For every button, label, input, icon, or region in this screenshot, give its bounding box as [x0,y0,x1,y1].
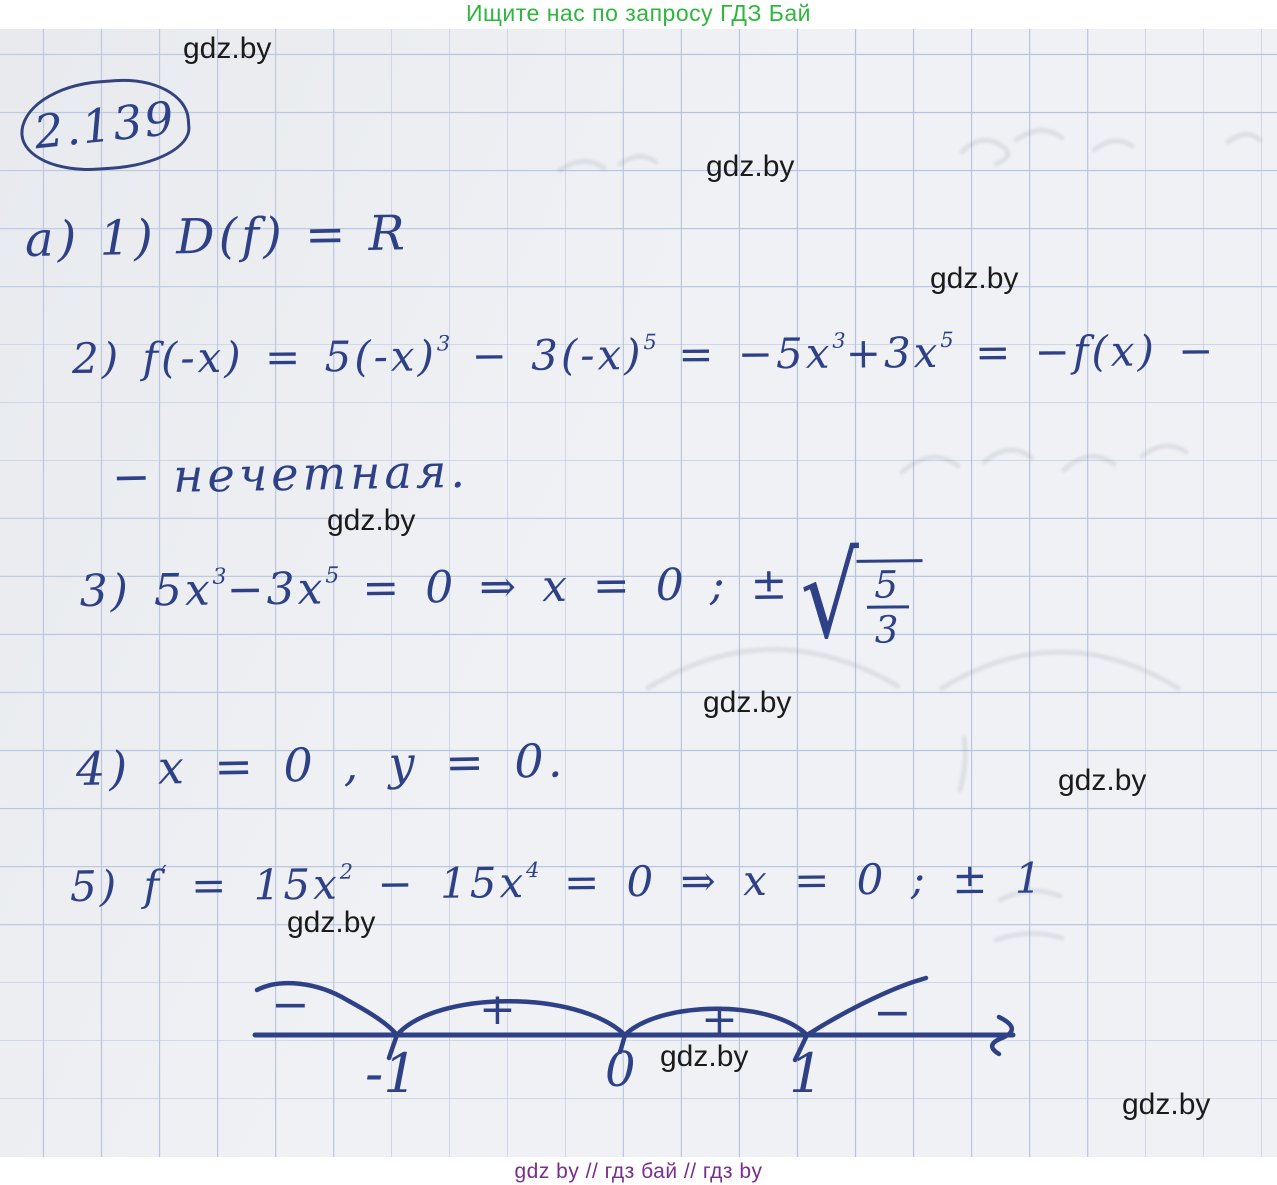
gdz-watermark: gdz.by [327,504,416,537]
problem-number: 2.139 [31,90,179,160]
point-label-0: 0 [605,1042,636,1098]
footer-text: gdz by // гдз бай // гдз by [514,1160,763,1183]
point-label-1: 1 [789,1042,824,1105]
gdz-watermark: gdz.by [183,32,272,65]
gdz-watermark: gdz.by [660,1040,749,1073]
gdz-watermark: gdz.by [930,262,1019,295]
gdz-watermark: gdz.by [703,686,792,719]
sign-interval-3: + [701,994,738,1045]
gdz-watermark: gdz.by [706,150,795,183]
point-label-minus1: -1 [365,1042,418,1105]
sqrt-radical: √ 5 3 [800,559,924,651]
sign-interval-2: + [479,984,516,1035]
solution-line-intercepts: 4) x = 0 , y = 0. [75,733,567,796]
sign-interval-1: − [271,977,310,1031]
solution-line-domain: а) 1) D(f) = R [24,205,410,268]
page-footer [0,1157,1277,1185]
header-text: Ищите нас по запросу ГДЗ Бай [465,0,812,26]
page-header [0,0,1277,29]
solution-line-derivative: 5) $f' = 15x^2 - 15x^4 = 0$ ⇒ x = 0 ; ± 1 [69,853,1045,911]
solution-line-parity-check: 2) $f(-x) = 5(-x)^3 - 3(-x)^5 = -5x^3+3x^5 = -f(x)$ − [71,326,1217,383]
gdz-watermark: gdz.by [287,906,376,939]
sign-interval-4: − [873,985,912,1039]
solution-line-zeros: 3) $5x^3-3x^5 = 0$ ⇒ x = 0 ; ± √ 5 3 [80,557,924,658]
solution-line-odd-conclusion: − нечетная. [111,443,470,504]
gdz-watermark: gdz.by [1058,764,1147,797]
gdz-watermark: gdz.by [1122,1088,1211,1121]
sign-chart-number-line [235,962,1055,1122]
